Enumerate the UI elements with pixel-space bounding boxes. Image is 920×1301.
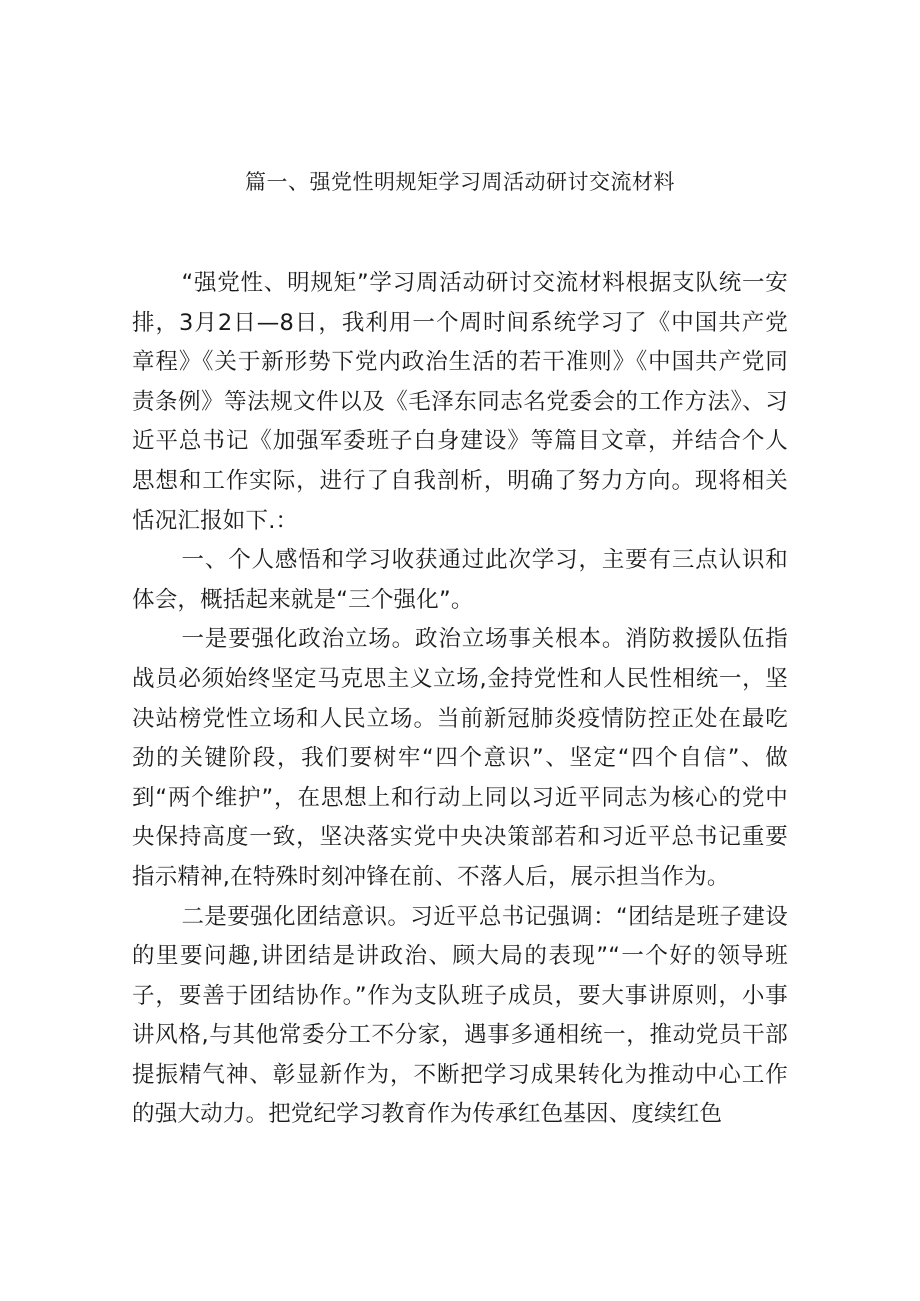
paragraph-section-one: 一、个人感悟和学习收获通过此次学习，主要有三点认识和体会，概括起来就是“三个强化”。 (132, 547, 788, 613)
paragraph-unity-awareness: 二是要强化团结意识。习近平总书记强调：“团结是班子建设的里要问趣,讲团结是讲政治、顾大局的表现”“一个好的领导班子，要善于团结协作。”作为支队班子成员，要大事讲原则，小事讲风格,与其他常委分工不分家，遇事多通相统一，推动党员干部提振精气神、彰显新作为，不断把学习成果转化为推动中心工作的强大动力。把党纪学习教育作为传承红色基因、度续红色 (132, 903, 788, 1128)
document-title: 篇一、强党性明规矩学习周活动研讨交流材料 (245, 170, 675, 194)
paragraph-political-stance: 一是要强化政治立场。政治立场事关根本。消防救援队伍指战员必须始终坚定马克思主义立场,金持党性和人民性相统一，坚决站榜党性立场和人民立场。当前新冠肺炎疫情防控正处在最吃劲的关键阶段，我们要树牢“四个意识”、坚定“四个自信”、做到“两个维护”，在思想上和行动上同以习近平同志为核心的党中央保持高度一致，坚决落实党中央决策部若和习近平总书记重要指示精神,在特殊时刻冲锋在前、不落人后，展示担当作为。 (132, 626, 788, 890)
paragraph-intro: “强党性、明规矩”学习周活动研讨交流材料根据支队统一安排，3月2日—8日，我利用一个周时间系统学习了《中国共产党章程》《关于新形势下党内政治生活的若干准则》《中国共产党同责条例》等法规文件以及《毛泽东同志名党委会的工作方法》、习近平总书记《加强军委班子白身建设》等篇目文章，并结合个人思想和工作实际，进行了自我剖析，明确了努力方向。现将相关恬况汇报如下.： (132, 270, 788, 534)
document-body (132, 264, 788, 1135)
